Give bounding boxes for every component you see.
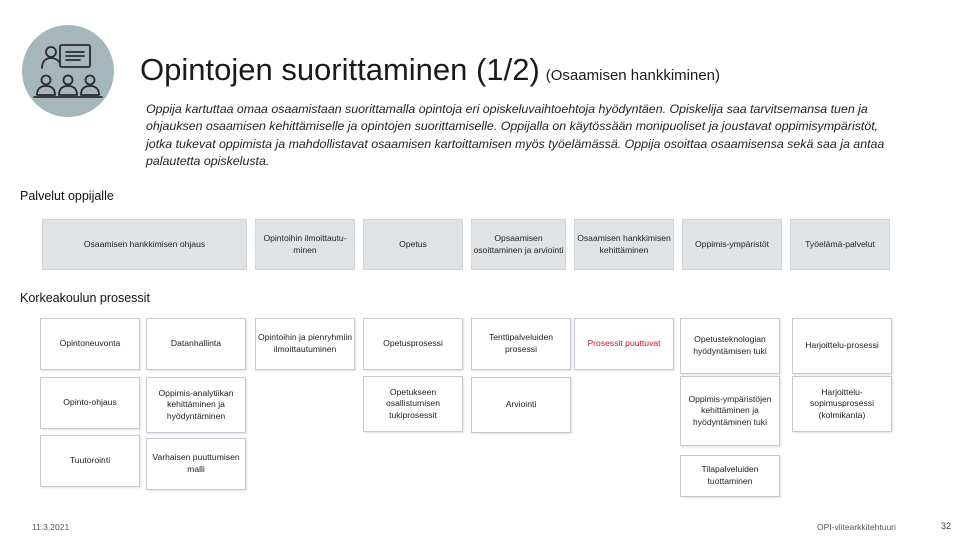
process-label: Datanhallinta [170, 338, 222, 349]
process-tilapalvelut [680, 455, 780, 497]
process-opetusprosessi [363, 318, 463, 370]
process-label: Opetukseen osallistumisen tukiprosessit [386, 386, 440, 420]
process-label: Oppimis-ympäristöjen kehittäminen ja hyödyntäminen tuki [688, 393, 772, 427]
process-label: Harjoittelu-prosessi [805, 340, 879, 351]
process-label: Opintoneuvonta [59, 338, 121, 349]
process-label: Tenttipalveluiden prosessi [488, 332, 554, 354]
process-varhaisen-puuttumisen-malli [146, 438, 246, 490]
service-box-opetus [363, 219, 463, 270]
process-tenttipalvelut [471, 318, 571, 370]
process-oppimisanalytiikka [146, 377, 246, 433]
process-ilmoittautuminen [255, 318, 355, 370]
service-box-osaamisen-hankkimisen-ohjaus [42, 219, 247, 270]
process-arviointi [471, 377, 571, 433]
process-oppimisymparistot-kehittaminen [680, 376, 780, 446]
process-label: Tilapalveluiden tuottaminen [701, 464, 759, 486]
service-box-oppimisymparistot [682, 219, 782, 270]
services-heading: Palvelut oppijalle [20, 189, 114, 203]
process-opetukseen-osallistumisen-tuki [363, 376, 463, 432]
service-label: Oppimis-ympäristöt [694, 238, 770, 249]
service-label: Työelämä-palvelut [805, 238, 875, 249]
process-prosessit-puuttuvat [574, 318, 674, 370]
process-label: Opintoihin ja pienryhmiin ilmoittautuminen [257, 332, 353, 354]
service-box-kehittaminen [574, 219, 674, 270]
footer-source: OPI-viitearkkitehtuuri [817, 522, 896, 532]
process-label: Prosessit puuttuvat [587, 338, 661, 349]
process-opinto-ohjaus [40, 377, 140, 429]
process-label: Opetusprosessi [383, 338, 443, 349]
service-label: Opsaamisen osoittaminen ja arviointi [473, 232, 564, 255]
intro-text: Oppija kartuttaa omaa osaamistaan suorittamalla opintoja eri opiskeluvaihtoehtoja hyödyntäen. Opiskelija saa tarvitsemansa tuen ja ohjauksen osaamisen kehittämiselle ja opintojen suorittamiselle. Oppijalla on käytössään monipuoliset ja joustavat oppimisympäristöt, jotka tukevat oppimista ja mahdollistavat osaamisen kartoittamisen myös työelämässä. Oppija osoittaa osaamisensa sekä saa ja antaa palautetta opiskelusta. [146, 102, 885, 169]
process-opintoneuvonta [40, 318, 140, 370]
process-label: Tuutorointi [69, 455, 111, 466]
process-label: Opinto-ohjaus [63, 397, 117, 408]
service-label: Osaamisen hankkimisen ohjaus [83, 238, 206, 249]
page-number: 32 [941, 521, 952, 531]
process-label: Oppimis-analytiikan kehittäminen ja hyödyntäminen [158, 387, 234, 421]
process-label: Harjoittelu-sopimusprosessi (kolmikanta) [810, 386, 874, 420]
process-label: Varhaisen puuttumisen malli [152, 452, 240, 474]
process-opetusteknologia-tuki [680, 318, 780, 374]
title-main: Opintojen suorittaminen (1/2) [140, 52, 540, 87]
title-subtitle: (Osaamisen hankkiminen) [545, 67, 721, 84]
service-box-ilmoittautuminen [255, 219, 355, 270]
process-harjoittelusopimus [792, 376, 892, 432]
service-label: Osaamisen hankkimisen kehittäminen [577, 232, 671, 255]
process-label: Arviointi [505, 399, 537, 410]
service-label: Opetus [399, 238, 427, 249]
process-datanhallinta [146, 318, 246, 370]
processes-heading: Korkeakoulun prosessit [20, 291, 150, 305]
service-box-osoittaminen-arviointi [471, 219, 566, 270]
process-tuutorointi [40, 435, 140, 487]
service-box-tyoelamapalvelut [790, 219, 890, 270]
process-harjoitteluprosessi [792, 318, 892, 374]
service-label: Opintoihin ilmoittautu-minen [263, 232, 347, 255]
page-title [140, 52, 720, 88]
footer-date: 11.3.2021 [32, 522, 70, 532]
classroom-icon [22, 25, 114, 117]
process-label: Opetusteknologian hyödyntämisen tuki [693, 334, 767, 356]
